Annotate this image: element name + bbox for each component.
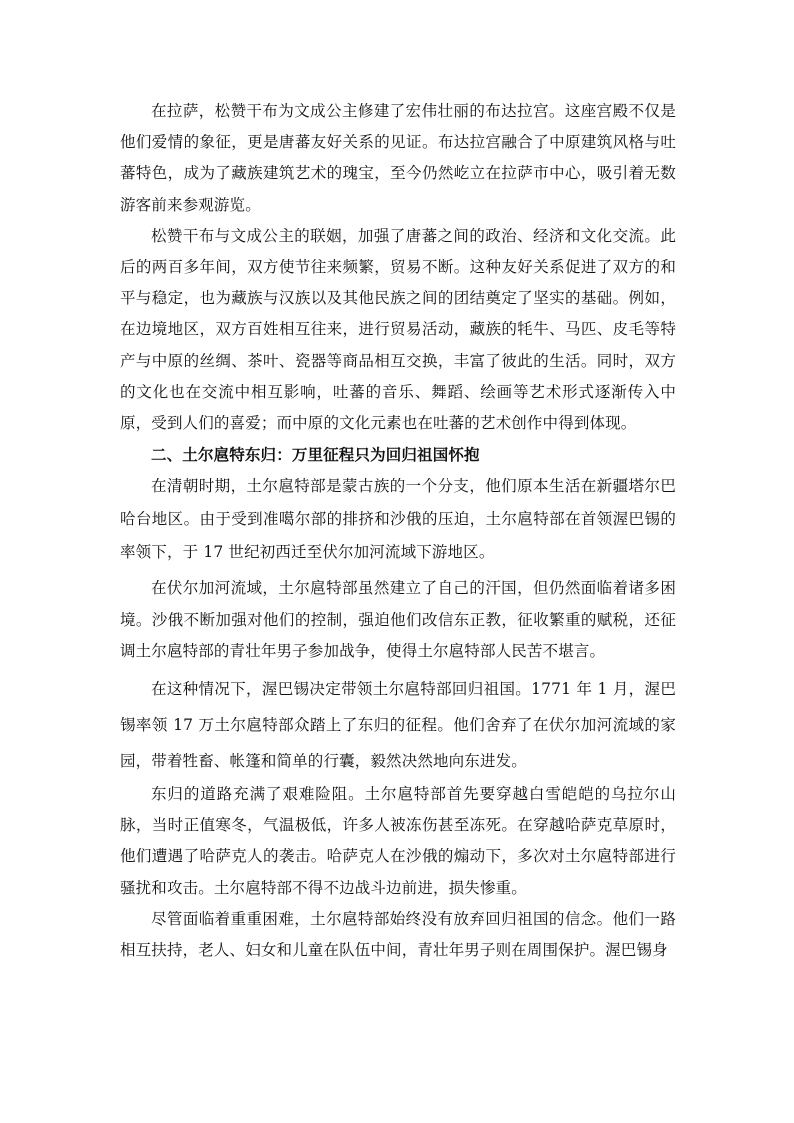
paragraph-volga-hardship: 在伏尔加河流域，土尔扈特部虽然建立了自己的汗国，但仍然面临着诸多困境。沙俄不断加强对他们的控制，强迫他们改信东正教，征收繁重的赋税，还征调土尔扈特部的青壮年男子参加战争，使得土尔扈特部人民苦不堪言。 xyxy=(120,579,676,660)
paragraph-torghut-origin: 在清朝时期，土尔扈特部是蒙古族的一个分支，他们原本生活在新疆塔尔巴哈台地区。由于受到准噶尔部的排挤和沙俄的压迫，土尔扈特部在首领渥巴锡的率领下，于 17 世纪初西迁至伏尔加河流域下游地区。 xyxy=(120,477,676,562)
paragraph-potala-palace: 在拉萨，松赞干布为文成公主修建了宏伟壮丽的布达拉宫。这座宫殿不仅是他们爱情的象征，更是唐蕃友好关系的见证。布达拉宫融合了中原建筑风格与吐蕃特色，成为了藏族建筑艺术的瑰宝，至今仍然屹立在拉萨市中心，吸引着无数游客前来参观游览。 xyxy=(120,102,676,214)
paragraph-hard-journey: 东归的道路充满了艰难险阻。土尔扈特部首先要穿越白雪皑皑的乌拉尔山脉，当时正值寒冬，气温极低，许多人被冻伤甚至冻死。在穿越哈萨克草原时，他们遭遇了哈萨克人的袭击。哈萨克人在沙俄的煽动下，多次对土尔扈特部进行骚扰和攻击。土尔扈特部不得不边战斗边前进，损失惨重。 xyxy=(120,785,676,897)
paragraph-return-decision: 在这种情况下，渥巴锡决定带领土尔扈特部回归祖国。1771 年 1 月，渥巴锡率领 17 万土尔扈特部众踏上了东归的征程。他们舍弃了在伏尔加河流域的家园，带着牲畜、帐篷和简单的行囊，毅然决然地向东进发。 xyxy=(120,680,676,771)
paragraph-perseverance: 尽管面临着重重困难，土尔扈特部始终没有放弃回归祖国的信念。他们一路相互扶持，老人、妇女和儿童在队伍中间，青壮年男子则在周围保护。渥巴锡身 xyxy=(120,909,676,960)
document-page xyxy=(120,96,676,966)
paragraph-tang-tubo-exchange: 松赞干布与文成公主的联姻，加强了唐蕃之间的政治、经济和文化交流。此后的两百多年间，双方使节往来频繁，贸易不断。这种友好关系促进了双方的和平与稳定，也为藏族与汉族以及其他民族之间的团结奠定了坚实的基础。例如，在边境地区，双方百姓相互往来，进行贸易活动，藏族的牦牛、马匹、皮毛等特产与中原的丝绸、茶叶、瓷器等商品相互交换，丰富了彼此的生活。同时，双方的文化也在交流中相互影响，吐蕃的音乐、舞蹈、绘画等艺术形式逐渐传入中原，受到人们的喜爱；而中原的文化元素也在吐蕃的艺术创作中得到体现。 xyxy=(120,226,676,433)
section-heading: 二、土尔扈特东归：万里征程只为回归祖国怀抱 xyxy=(151,445,480,465)
